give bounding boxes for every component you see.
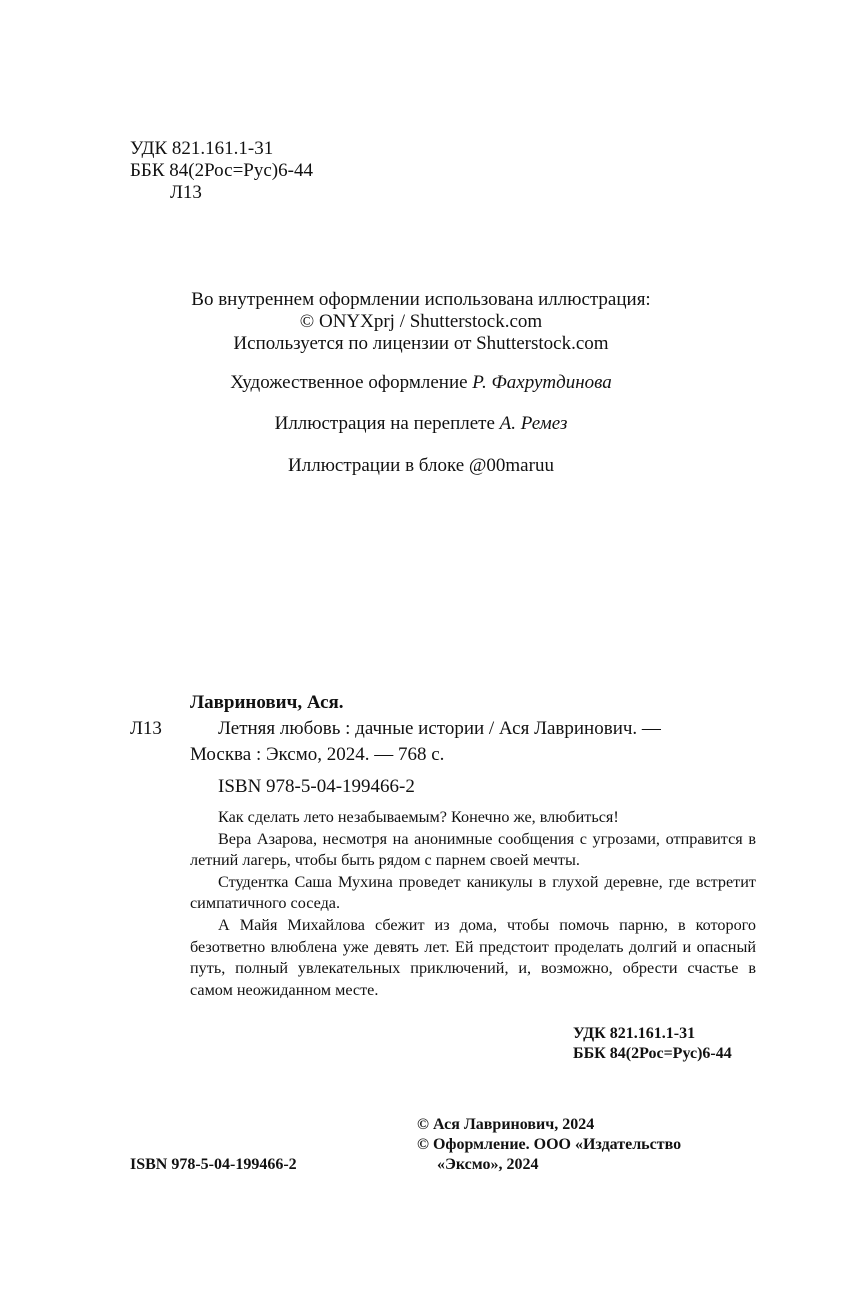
art-design-name: Р. Фахрутдинова: [472, 372, 612, 393]
bib-imprint-line: Москва : Эксмо, 2024. — 768 с.: [190, 744, 445, 765]
udk-code: УДК 821.161.1-31: [130, 138, 274, 159]
credits-block: [130, 289, 712, 355]
annotation-paragraph-3: Студентка Саша Мухина проведет каникулы в глухой деревне, где встретит симпатичного соседа.: [190, 872, 756, 913]
annotation-paragraph-2: Вера Азарова, несмотря на анонимные сообщения с угрозами, отправится в летний лагерь, чтобы быть рядом с парнем своей мечты.: [190, 829, 756, 870]
illustration-credit-line-2: © ONYXprj / Shutterstock.com: [299, 311, 543, 332]
art-design-label: Художественное оформление: [230, 372, 468, 393]
cover-illustration-label: Иллюстрация на переплете: [274, 413, 495, 434]
illustration-credit-line-3: Используется по лицензии от Shutterstock.com: [233, 333, 609, 354]
author-mark: Л13: [170, 182, 202, 203]
bib-author: Лавринович, Ася.: [190, 692, 344, 713]
bottom-classification: [573, 1024, 732, 1064]
copyright-design-line-2: «Эксмо», 2024: [437, 1156, 539, 1173]
cover-illustration-name: А. Ремез: [499, 413, 568, 434]
copyright-block: [417, 1115, 681, 1175]
annotation: [190, 807, 756, 1001]
classification-block: [130, 138, 313, 204]
bottom-bbk-code: ББК 84(2Рос=Рус)6-44: [573, 1045, 732, 1062]
bottom-udk-code: УДК 821.161.1-31: [573, 1025, 696, 1042]
annotation-paragraph-1: Как сделать лето незабываемым? Конечно же, влюбиться!: [218, 808, 619, 826]
cover-illustration-credit: [130, 413, 712, 435]
art-design-credit: [130, 372, 712, 394]
bbk-code: ББК 84(2Рос=Рус)6-44: [130, 160, 313, 181]
illustration-credit-line-1: Во внутреннем оформлении использована иллюстрация:: [191, 289, 651, 310]
copyright-design-line-1: © Оформление. ООО «Издательство: [417, 1136, 682, 1153]
annotation-paragraph-4: А Майя Михайлова сбежит из дома, чтобы помочь парню, в которого безответно влюблена уже девять лет. Ей предстоит проделать долгий и опасный путь, полный увлекательных приключений, и, возможно, обрести счастье в самом неожиданном месте.: [190, 915, 756, 999]
bib-isbn: ISBN 978-5-04-199466-2: [218, 776, 415, 797]
copyright-author: © Ася Лавринович, 2024: [417, 1116, 595, 1133]
bib-title-line: Летняя любовь : дачные истории / Ася Лавринович. —: [218, 718, 661, 739]
block-illustrations-credit: Иллюстрации в блоке @00maruu: [288, 455, 554, 476]
footer-isbn: ISBN 978-5-04-199466-2: [130, 1156, 297, 1173]
bib-mark: Л13: [130, 718, 162, 739]
